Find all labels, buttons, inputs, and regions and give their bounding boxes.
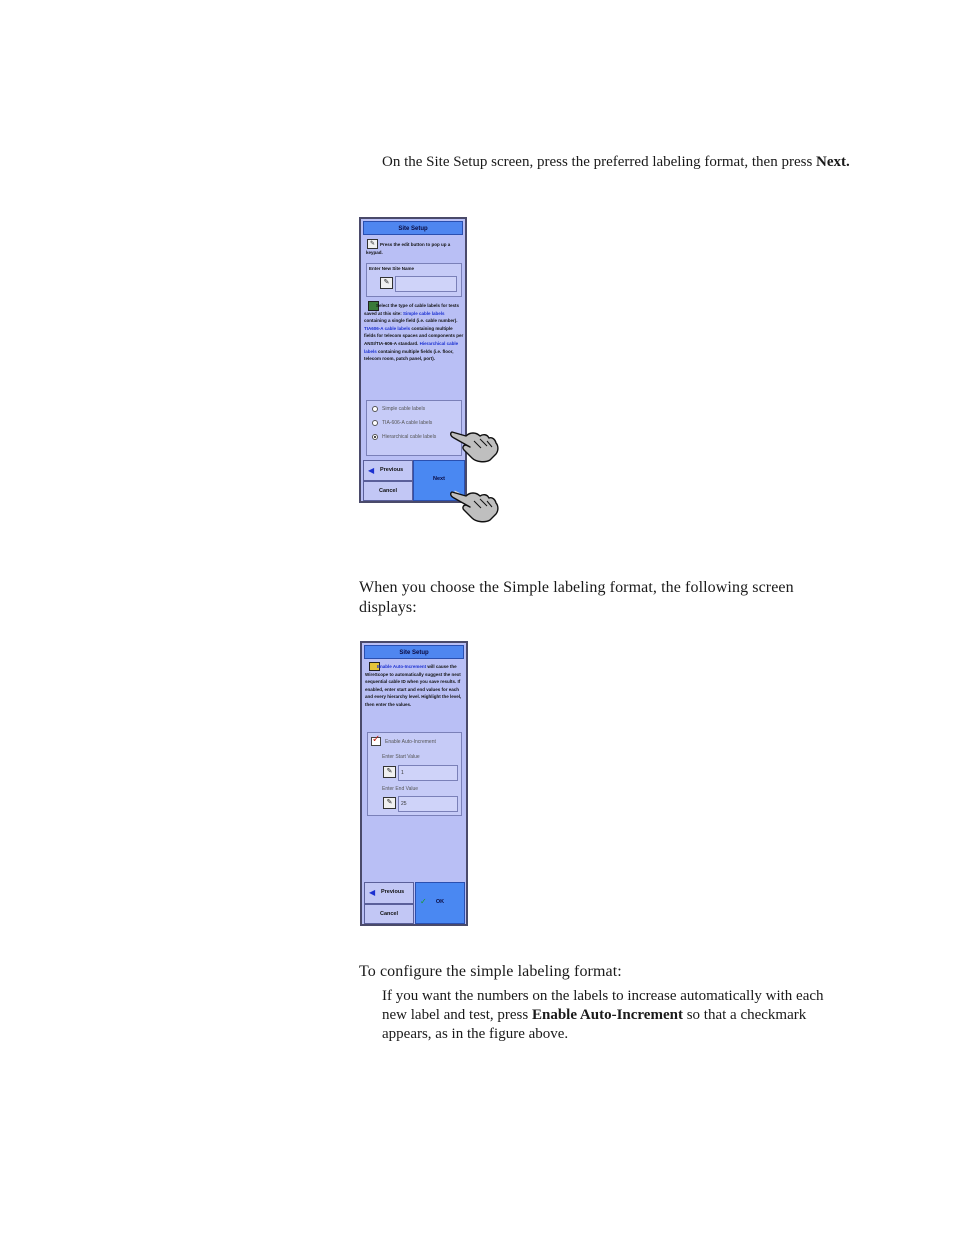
desc-lead: Select the type of cable labels for tests saved at this site:	[364, 303, 460, 316]
cancel-button-2[interactable]	[364, 904, 414, 924]
cancel-button[interactable]	[363, 481, 413, 501]
start-value-label: Enter Start Value	[382, 754, 420, 760]
hand-pointer-icon-option	[450, 424, 502, 464]
edit-end-icon[interactable]: ✎	[383, 797, 396, 809]
screen1-description	[364, 302, 464, 363]
desc-tia-rest: containing multiple fields for telecom spaces and components per ANSI/TIA-606-A standard.	[364, 325, 464, 346]
previous-button-2[interactable]	[364, 882, 414, 904]
start-value: 1	[401, 770, 404, 776]
end-value: 25	[401, 801, 407, 807]
previous-label-2: Previous	[381, 889, 405, 895]
option-hierarchical[interactable]: Hierarchical cable labels	[382, 434, 437, 440]
screen1-title: Site Setup	[363, 221, 463, 235]
desc-simple-rest: containing a single field (i.e. cable number).	[364, 318, 458, 324]
next-label: Next	[433, 476, 445, 482]
configure-paragraph	[382, 987, 852, 1044]
desc2-rest: will cause the WireScope to automatically suggest the next sequential cable ID when you save results. If enabled, enter start and end values for each and every hierarchy level. Highlight the level, then enter the values.	[365, 664, 462, 707]
screen1-hint: Press the edit button to pop up a keypad.	[366, 242, 451, 255]
previous-arrow-icon-2: ◀	[369, 888, 376, 897]
keypad-icon: ✎	[367, 239, 378, 249]
ok-label: OK	[435, 899, 445, 905]
radio-tia[interactable]	[372, 420, 378, 426]
screen2-title: Site Setup	[364, 645, 464, 659]
radio-hierarchical[interactable]	[372, 434, 378, 440]
end-value-input[interactable]	[398, 796, 458, 812]
site-name-input[interactable]	[395, 276, 457, 292]
site-name-label: Enter New Site Name	[369, 266, 415, 271]
intro-paragraph	[382, 153, 852, 172]
previous-label: Previous	[380, 467, 404, 473]
desc-simple-link: Simple cable labels	[403, 310, 445, 316]
desc-hier-rest: containing multiple fields (i.e. floor, telecom room, patch panel, port).	[364, 348, 454, 362]
intro-text: On the Site Setup screen, press the preferred labeling format, then press	[382, 154, 817, 170]
ok-check-icon: ✓	[420, 897, 427, 906]
hand-pointer-icon-next	[450, 484, 502, 524]
intro-bold-next: Next.	[816, 154, 850, 170]
cancel-label: Cancel	[378, 488, 398, 494]
cancel-label-2: Cancel	[379, 911, 399, 917]
configure-bold: Enable Auto-Increment	[531, 1007, 683, 1023]
option-tia[interactable]: TIA-606-A cable labels	[382, 420, 433, 426]
check-icon: ✓	[372, 734, 381, 745]
ok-button[interactable]	[415, 882, 465, 924]
option-simple[interactable]: Simple cable labels	[382, 406, 426, 412]
desc-hier-link: Hierarchical cable labels	[364, 340, 459, 354]
enable-label[interactable]: Enable Auto-Increment	[385, 739, 436, 745]
previous-arrow-icon: ◀	[368, 466, 375, 475]
desc2-link: Enable Auto-Increment	[377, 664, 427, 669]
site-setup-screen-2	[360, 641, 468, 926]
desc-tia-link: TIA606-A cable labels	[364, 325, 411, 331]
middle-paragraph: When you choose the Simple labeling format, the following screen displays:	[359, 579, 794, 616]
configure-text-after: so that a checkmark appears, as in the figure above.	[382, 1007, 807, 1042]
screen2-description	[365, 663, 465, 709]
radio-simple[interactable]	[372, 406, 378, 412]
previous-button[interactable]	[363, 460, 413, 481]
start-value-input[interactable]	[398, 765, 458, 781]
configure-text-before: If you want the numbers on the labels to increase automatically with each new label and test, press	[382, 988, 824, 1023]
edit-start-icon[interactable]: ✎	[383, 766, 396, 778]
configure-heading: To configure the simple labeling format:	[359, 963, 622, 980]
enable-checkbox[interactable]	[371, 734, 381, 746]
edit-site-name-icon[interactable]: ✎	[380, 277, 393, 289]
end-value-label: Enter End Value	[382, 786, 419, 792]
